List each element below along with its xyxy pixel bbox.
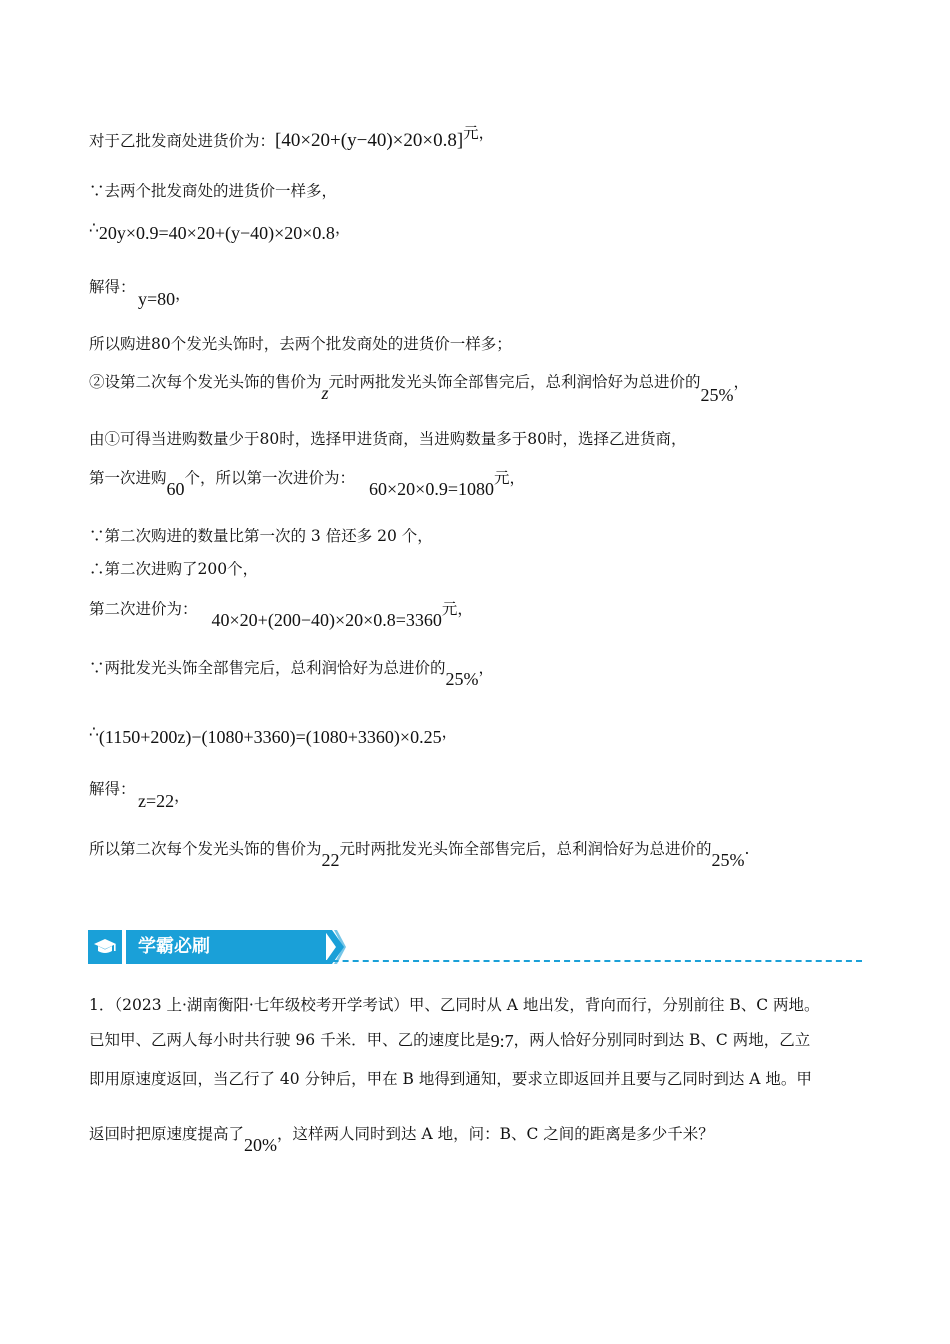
line-14: [89, 778, 136, 800]
text: ，: [174, 787, 190, 805]
line-9: ∵第二次购进的数量比第一次的 3 倍还多 20 个，: [89, 527, 433, 545]
text: 元，: [441, 600, 473, 618]
text: ，: [334, 219, 351, 237]
percent: 25%: [700, 385, 734, 405]
number: 60: [166, 479, 185, 499]
text: 对于乙批发商处进货价为：: [89, 132, 276, 150]
line-13: [89, 723, 458, 749]
line-8: [89, 466, 526, 499]
text: ，: [175, 285, 191, 303]
text: ，: [733, 373, 750, 391]
problem-line-2: [89, 1028, 810, 1051]
line-7: 由①可得当进购数量少于80时，选择甲进货商，当进购数量多于80时，选择乙进货商，: [89, 430, 687, 448]
text: ∵两批发光头饰全部售完后，总利润恰好为总进价的: [89, 659, 446, 677]
problem-line-1: 1．（2023 上·湖南衡阳·七年级校考开学考试）甲、乙同时从 A 地出发，背向而行，分别前往 B、C 两地。: [89, 996, 820, 1014]
line-2: ∵去两个批发商处的进货价一样多，: [89, 182, 338, 200]
text: ，两人恰好分别同时到达 B、C 两地，乙立: [513, 1031, 811, 1049]
formula: 40×20+(200−40)×20×0.8=3360: [211, 610, 442, 630]
line-5: 所以购进80个发光头饰时，去两个批发商处的进货价一样多；: [89, 335, 512, 353]
text: 已知甲、乙两人每小时共行驶 96 千米．甲、乙的速度比是: [89, 1031, 491, 1049]
text: 元，: [494, 469, 526, 487]
variable: z: [321, 383, 329, 403]
text: ，这样两人同时到达 A 地，问：B、C 之间的距离是多少千米？: [277, 1125, 714, 1143]
formula: 60×20×0.9=1080: [369, 479, 494, 499]
text: 解得：: [89, 780, 136, 798]
text: 返回时把原速度提高了: [89, 1125, 245, 1143]
section-title: 学霸必刷: [126, 930, 326, 964]
text: 个，所以第一次进价为：: [184, 469, 356, 487]
text: 所以第二次每个发光头饰的售价为: [89, 840, 322, 858]
line-6: [89, 370, 750, 405]
text: 解得：: [89, 278, 136, 296]
line-4-math: [138, 285, 191, 311]
ratio: 9:7: [490, 1031, 514, 1051]
problem-line-3: 即用原速度返回，当乙行了 40 分钟后，甲在 B 地得到通知，要求立即返回并且要与乙同时到达 A 地。甲: [89, 1070, 812, 1088]
therefore-symbol: ∴: [89, 723, 99, 741]
line-3: [89, 219, 351, 245]
text: 第二次进价为：: [89, 600, 198, 618]
line-4: [89, 276, 136, 298]
percent: 25%: [445, 669, 479, 689]
formula: 20y×0.9=40×20+(y−40)×20×0.8: [98, 223, 335, 243]
chevron-right-icon: [324, 930, 346, 964]
text: 元时两批发光头饰全部售完后，总利润恰好为总进价的: [328, 373, 701, 391]
formula: [40×20+(y−40)×20×0.8]: [275, 130, 464, 151]
therefore-symbol: ∴: [89, 219, 99, 237]
text: ②设第二次每个发光头饰的售价为: [89, 373, 322, 391]
formula: (1150+200z)−(1080+3360)=(1080+3360)×0.25: [98, 727, 442, 747]
dashed-divider: [252, 960, 862, 962]
line-1: [89, 124, 495, 152]
line-12: [89, 656, 495, 689]
text: ，: [441, 723, 458, 741]
line-15: [89, 837, 750, 870]
formula: z=22: [138, 791, 175, 811]
text: ，: [478, 659, 495, 677]
problem-line-4: [89, 1122, 714, 1155]
formula: y=80: [138, 289, 176, 309]
line-14-math: [138, 787, 190, 813]
text: .: [744, 840, 750, 858]
line-11: [89, 597, 473, 630]
percent: 25%: [711, 850, 745, 870]
percent: 20%: [244, 1135, 278, 1155]
number: 22: [321, 850, 340, 870]
line-10: ∴第二次进购了200个，: [89, 560, 259, 578]
text: 元时两批发光头饰全部售完后，总利润恰好为总进价的: [339, 840, 712, 858]
text: 元，: [463, 124, 495, 142]
graduation-cap-icon: [88, 930, 122, 964]
text: 第一次进购: [89, 469, 167, 487]
